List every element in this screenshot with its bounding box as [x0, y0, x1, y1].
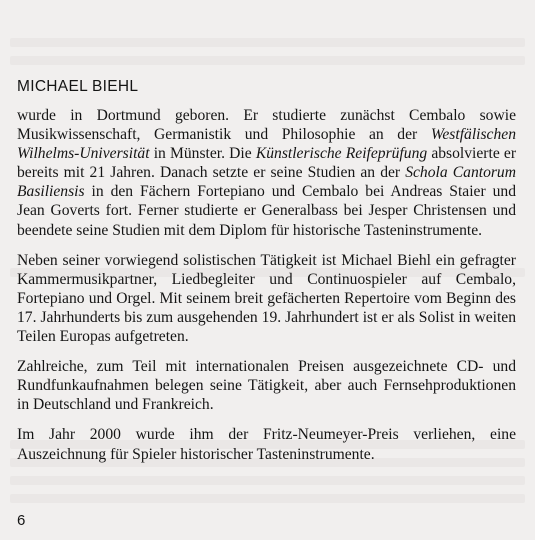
- biography-paragraph-award: Im Jahr 2000 wurde ihm der Fritz-Neumeyer-Preis verliehen, eine Auszeichnung für Spieler historischer Tasteninstrumente.: [17, 426, 516, 463]
- italic-exam-name: Künstlerische Reifeprüfung: [255, 145, 428, 163]
- author-heading: MICHAEL BIEHL: [17, 78, 139, 95]
- italic-university-name: Westfälischen Wilhelms-Universität: [17, 126, 516, 163]
- biography-paragraph-education: [17, 106, 516, 240]
- biography-paragraph-career: Neben seiner vorwiegend solistischen Tätigkeit ist Michael Biehl ein gefragter Kammermusikpartner, Liedbegleiter und Continuospieler auf Cembalo, Fortepiano und Orgel. Mit seinem breit gefächerten Repertoire vom Beginn des 17. Jahrhunderts bis zum ausgehenden 19. Jahrhundert ist er als Solist in weiten Teilen Europas aufgetreten.: [17, 251, 516, 346]
- text-span: wurde in Dortmund geboren. Er studierte zunächst Cembalo sowie Musikwissenschaft, Germanistik und Philosophie an der: [17, 107, 516, 144]
- page-number: 6: [17, 512, 26, 529]
- biography-page: [17, 76, 516, 475]
- text-span: in Münster. Die: [149, 145, 256, 163]
- biography-paragraph-recordings: Zahlreiche, zum Teil mit internationalen Preisen ausgezeichnete CD- und Rundfunkaufnahmen belegen seine Tätigkeit, aber auch Fernsehproduktionen in Deutschland und Frankreich.: [17, 358, 516, 414]
- italic-school-name: Schola Cantorum Basiliensis: [17, 164, 516, 201]
- text-span: absolvierte er bereits mit 21 Jahren. Danach setzte er seine Studien an der: [17, 145, 517, 182]
- text-span: in den Fächern Fortepiano und Cembalo bei Andreas Staier und Jean Goverts fort. Ferner studierte er Generalbass bei Jesper Christensen und beendete seine Studien mit dem Diplom für historische Tasteninstrumente.: [17, 183, 516, 239]
